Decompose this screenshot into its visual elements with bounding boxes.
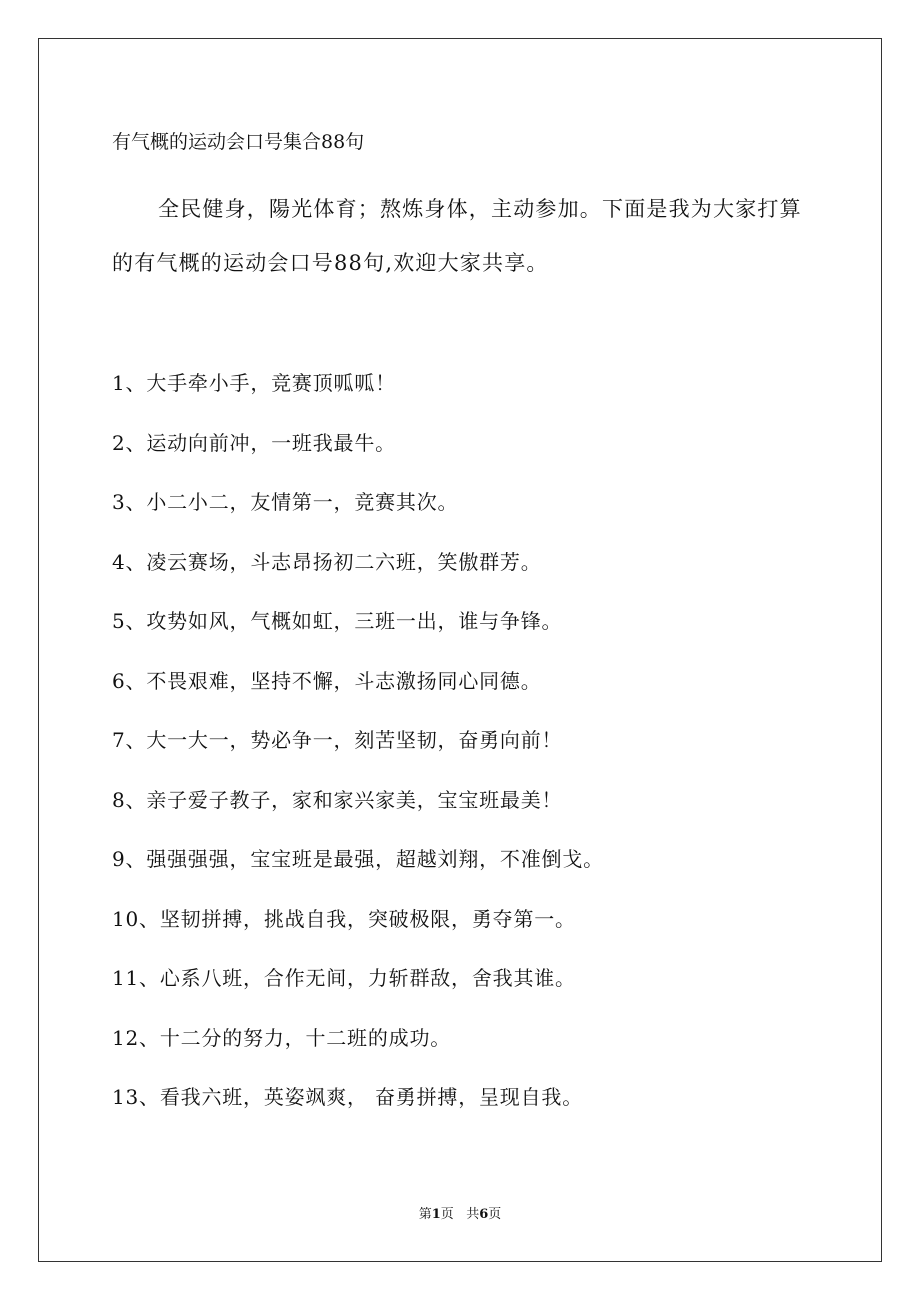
list-item: 12、十二分的努力，十二班的成功。 (112, 1025, 452, 1050)
list-item: 2、运动向前冲，一班我最牛。 (112, 430, 396, 455)
list-item: 13、看我六班，英姿飒爽， 奋勇拼搏，呈现自我。 (112, 1085, 584, 1109)
footer-page-current: 1 (431, 1207, 441, 1222)
list-item: 3、小二小二，友情第一，竞赛其次。 (112, 490, 459, 514)
page-footer (0, 1206, 920, 1224)
list-item: 11、心系八班，合作无间，力斩群敌，舍我其谁。 (112, 966, 576, 990)
list-item: 4、凌云赛场，斗志昂扬初二六班，笑傲群芳。 (112, 549, 542, 574)
intro-paragraph: 全民健身，陽光体育；熬炼身体，主动参加。下面是我为大家打算的有气概的运动会口号88句,欢迎大家共享。 (112, 197, 802, 275)
document-title: 有气概的运动会口号集合88句 (112, 131, 365, 153)
list-item: 8、亲子爱子教子，家和家兴家美，宝宝班最美！ (112, 787, 563, 812)
list-item: 1、大手牵小手，竞赛顶呱呱！ (112, 371, 396, 395)
footer-total-unit: 页 (488, 1207, 502, 1222)
footer-page-unit: 页 (440, 1207, 454, 1222)
list-item: 9、强强强强，宝宝班是最强，超越刘翔，不准倒戈。 (112, 847, 604, 871)
footer-page-total: 6 (479, 1207, 489, 1222)
list-item: 6、不畏艰难，坚持不懈，斗志激扬同心同德。 (112, 668, 542, 693)
list-item: 5、攻势如风，气概如虹，三班一出，谁与争锋。 (112, 609, 563, 633)
list-item: 7、大一大一，势必争一，刻苦坚韧，奋勇向前！ (112, 728, 563, 752)
slogan-list (112, 366, 604, 1140)
footer-page-prefix: 第 (418, 1207, 432, 1222)
footer-total-prefix: 共 (466, 1207, 480, 1222)
list-item: 10、坚韧拼搏，挑战自我，突破极限，勇夺第一。 (112, 906, 576, 931)
